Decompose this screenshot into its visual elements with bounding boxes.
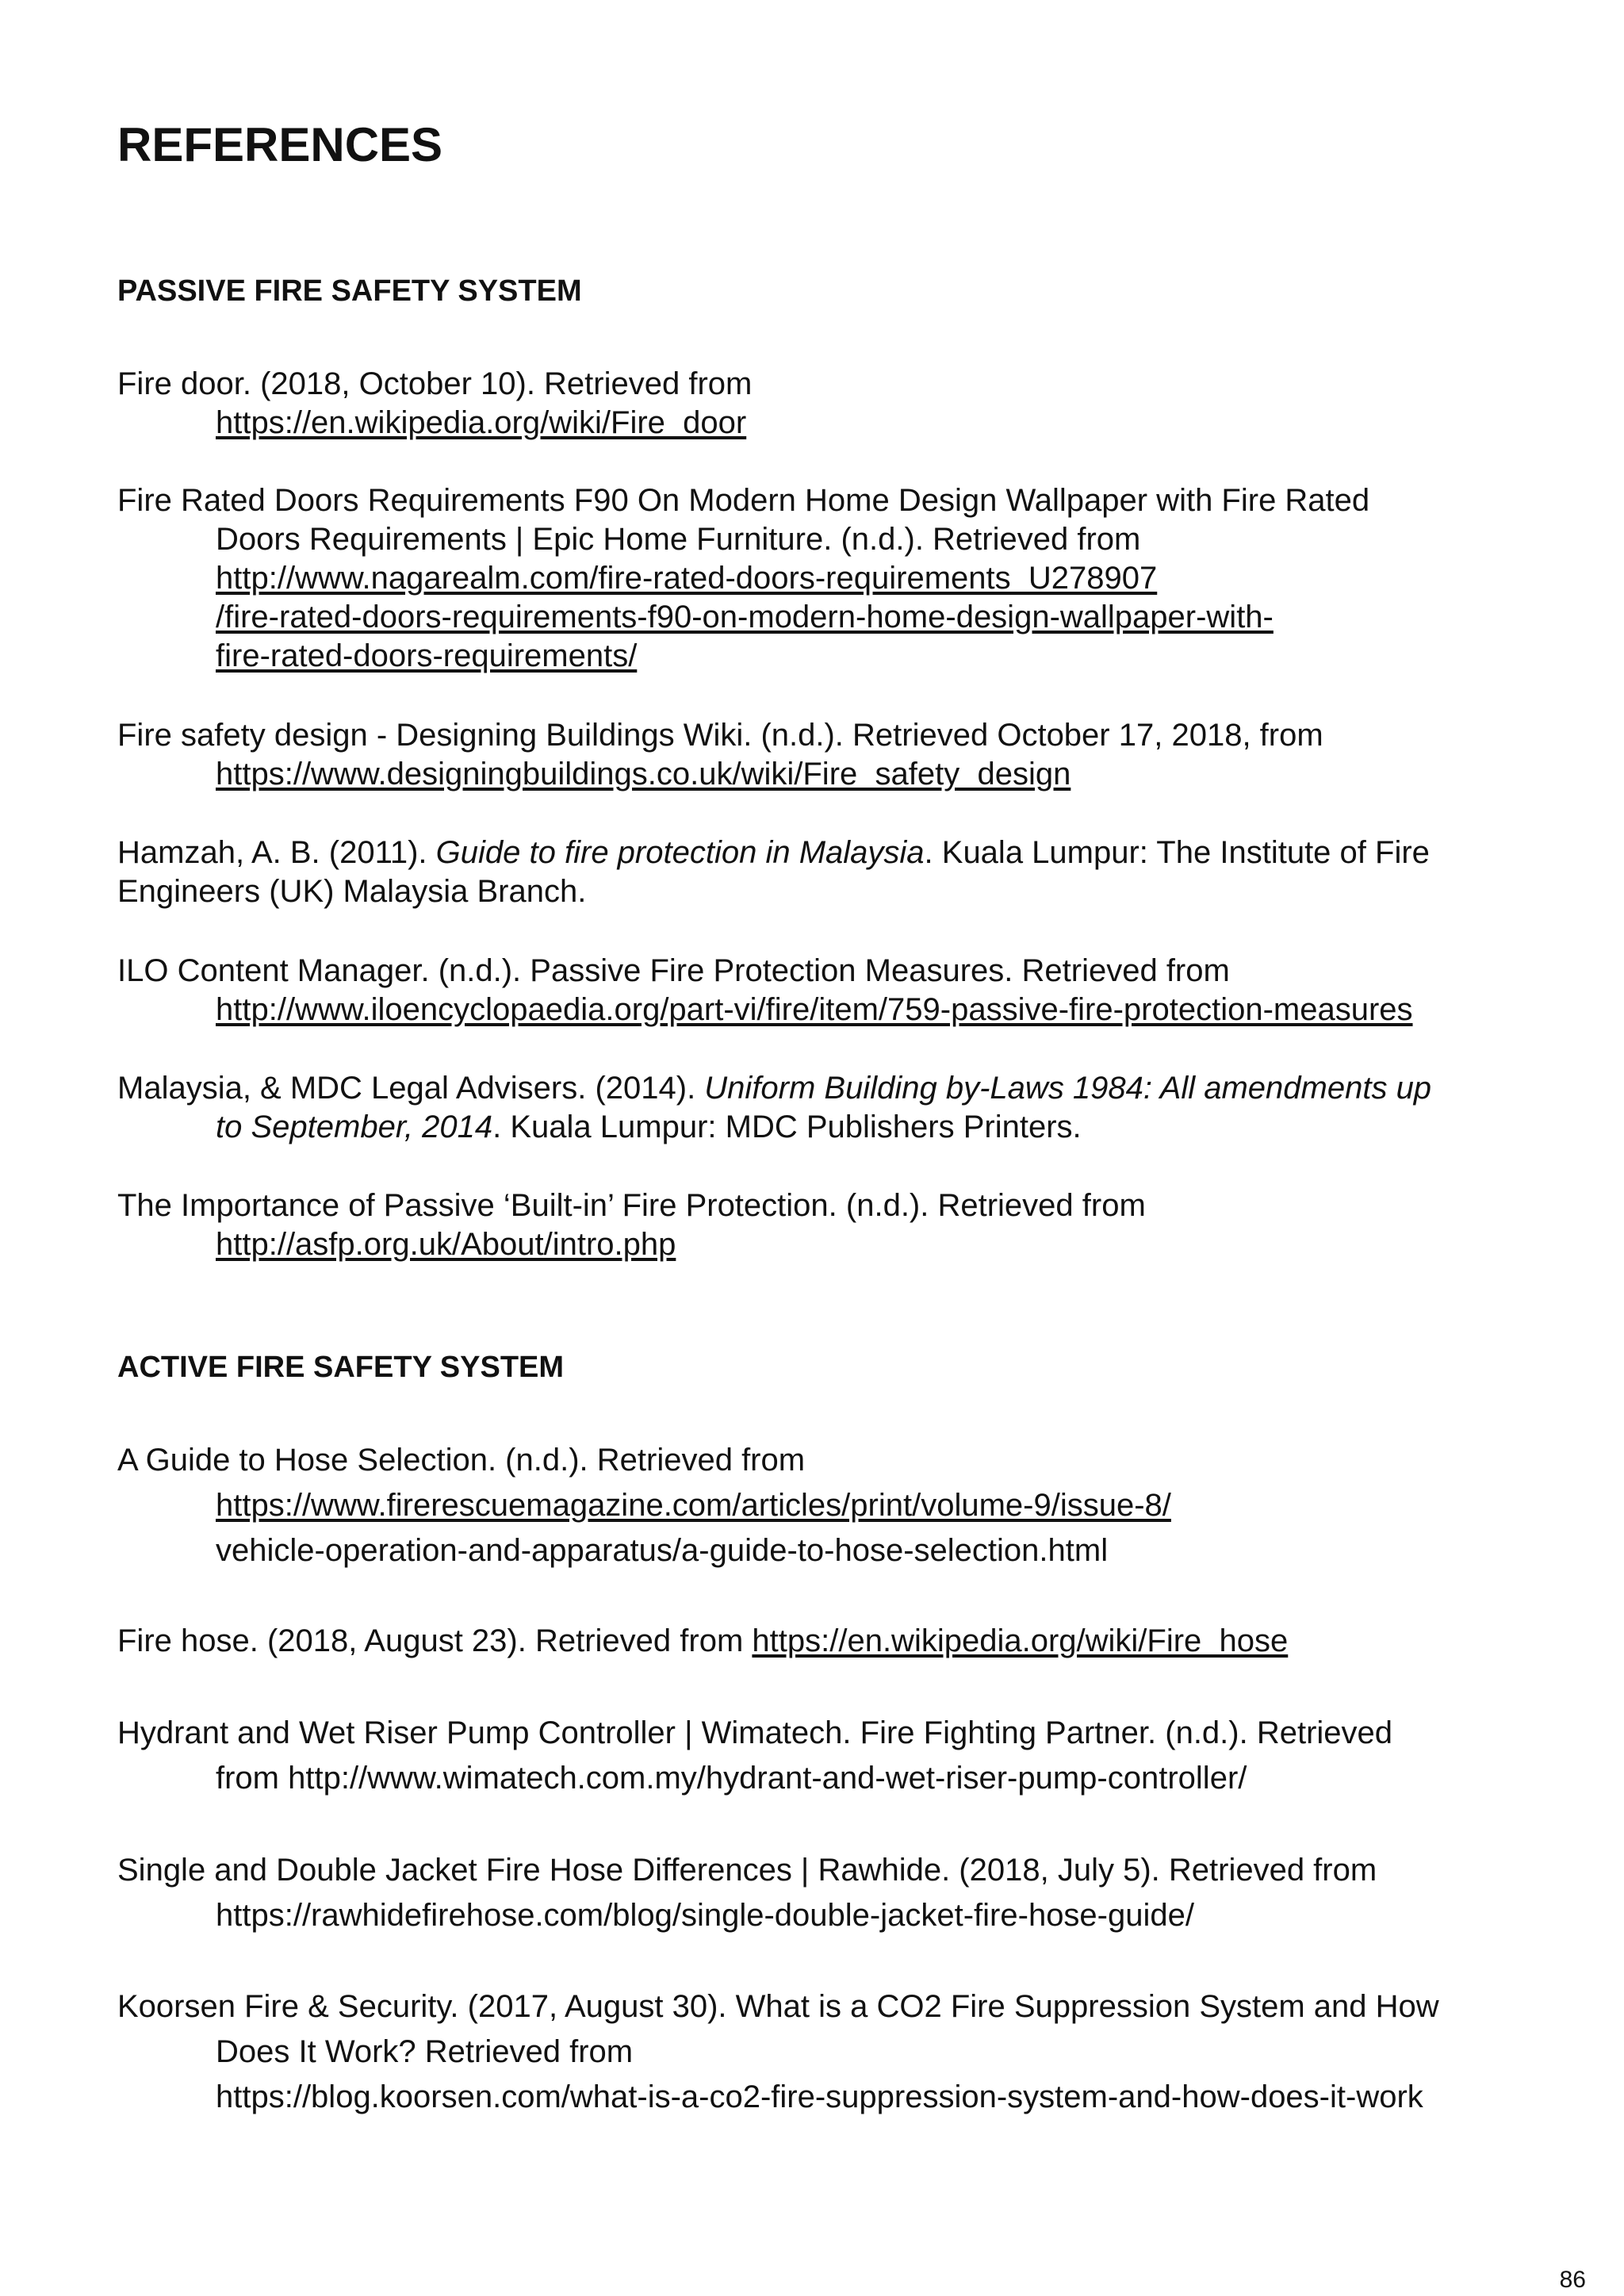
reference-authors: Hamzah, A. B. (2011). xyxy=(117,835,436,870)
reference-publisher: . Kuala Lumpur: The Institute of Fire Engineers (UK) Malaysia Branch. xyxy=(117,835,1430,909)
reference-link[interactable]: https://en.wikipedia.org/wiki/Fire_hose xyxy=(752,1623,1289,1658)
reference-link[interactable]: http://www.iloencyclopaedia.org/part-vi/fire/item/759-passive-fire-protection-measures xyxy=(216,992,1413,1027)
reference-malaysia-mdc xyxy=(117,1069,1513,1147)
reference-hose-selection xyxy=(117,1438,1513,1573)
section-title-passive: PASSIVE FIRE SAFETY SYSTEM xyxy=(117,274,582,308)
reference-link-line3[interactable]: fire-rated-doors-requirements/ xyxy=(216,638,638,673)
reference-link-line2[interactable]: /fire-rated-doors-requirements-f90-on-modern-home-design-wallpaper-with- xyxy=(216,600,1274,634)
reference-koorsen xyxy=(117,1984,1513,2120)
reference-link[interactable]: http://asfp.org.uk/About/intro.php xyxy=(216,1227,676,1262)
page-title: REFERENCES xyxy=(117,118,443,171)
reference-link[interactable]: https://www.designingbuildings.co.uk/wiki/Fire_safety_design xyxy=(216,757,1071,792)
reference-text-line1: Fire Rated Doors Requirements F90 On Modern Home Design Wallpaper with Fire Rated xyxy=(117,483,1370,518)
reference-text-line2: from http://www.wimatech.com.my/hydrant-and-wet-riser-pump-controller/ xyxy=(216,1761,1247,1796)
reference-text: The Importance of Passive ‘Built-in’ Fire Protection. (n.d.). Retrieved from xyxy=(117,1188,1146,1223)
reference-text: Fire hose. (2018, August 23). Retrieved from xyxy=(117,1623,753,1658)
reference-text-line3: https://blog.koorsen.com/what-is-a-co2-fire-suppression-system-and-how-does-it-work xyxy=(216,2079,1423,2114)
reference-publisher: . Kuala Lumpur: MDC Publishers Printers. xyxy=(492,1110,1082,1144)
reference-text: Fire safety design - Designing Buildings Wiki. (n.d.). Retrieved October 17, 2018, from xyxy=(117,718,1323,753)
reference-text: Fire door. (2018, October 10). Retrieved from xyxy=(117,366,753,401)
reference-text-line2: Doors Requirements | Epic Home Furniture. (n.d.). Retrieved from xyxy=(216,522,1141,557)
reference-text-line1: Single and Double Jacket Fire Hose Differences | Rawhide. (2018, July 5). Retrieved from xyxy=(117,1853,1377,1888)
reference-text-line2: https://rawhidefirehose.com/blog/single-double-jacket-fire-hose-guide/ xyxy=(216,1898,1194,1933)
reference-text-line1: Hydrant and Wet Riser Pump Controller | Wimatech. Fire Fighting Partner. (n.d.). Retrieved xyxy=(117,1715,1393,1750)
reference-link-line1[interactable]: https://www.firerescuemagazine.com/articles/print/volume-9/issue-8/ xyxy=(216,1488,1171,1523)
reference-fire-rated-doors xyxy=(117,481,1513,676)
reference-hamzah xyxy=(117,834,1513,911)
reference-wimatech xyxy=(117,1711,1513,1801)
reference-text-line1: Koorsen Fire & Security. (2017, August 30). What is a CO2 Fire Suppression System and How xyxy=(117,1989,1439,2024)
reference-fire-hose xyxy=(117,1622,1513,1661)
section-title-active: ACTIVE FIRE SAFETY SYSTEM xyxy=(117,1351,565,1384)
reference-text: ILO Content Manager. (n.d.). Passive Fire Protection Measures. Retrieved from xyxy=(117,953,1230,988)
reference-importance-passive xyxy=(117,1186,1513,1264)
reference-text-line2: Does It Work? Retrieved from xyxy=(216,2034,634,2069)
reference-link-line2: vehicle-operation-and-apparatus/a-guide-to-hose-selection.html xyxy=(216,1533,1109,1568)
reference-fire-door xyxy=(117,365,1513,443)
reference-book-title-line2: to September, 2014 xyxy=(216,1110,493,1144)
reference-book-title-line1: Uniform Building by-Laws 1984: All amendments up xyxy=(704,1071,1432,1106)
page-number: 86 xyxy=(1559,2267,1586,2293)
reference-ilo xyxy=(117,952,1513,1029)
reference-link-line1[interactable]: http://www.nagarealm.com/fire-rated-doors-requirements_U278907 xyxy=(216,561,1158,596)
reference-book-title: Guide to fire protection in Malaysia xyxy=(435,835,925,870)
reference-text: A Guide to Hose Selection. (n.d.). Retrieved from xyxy=(117,1443,806,1478)
reference-fire-safety-design xyxy=(117,716,1513,794)
reference-authors: Malaysia, & MDC Legal Advisers. (2014). xyxy=(117,1071,705,1106)
reference-link[interactable]: https://en.wikipedia.org/wiki/Fire_door xyxy=(216,405,747,440)
reference-rawhide xyxy=(117,1848,1513,1938)
